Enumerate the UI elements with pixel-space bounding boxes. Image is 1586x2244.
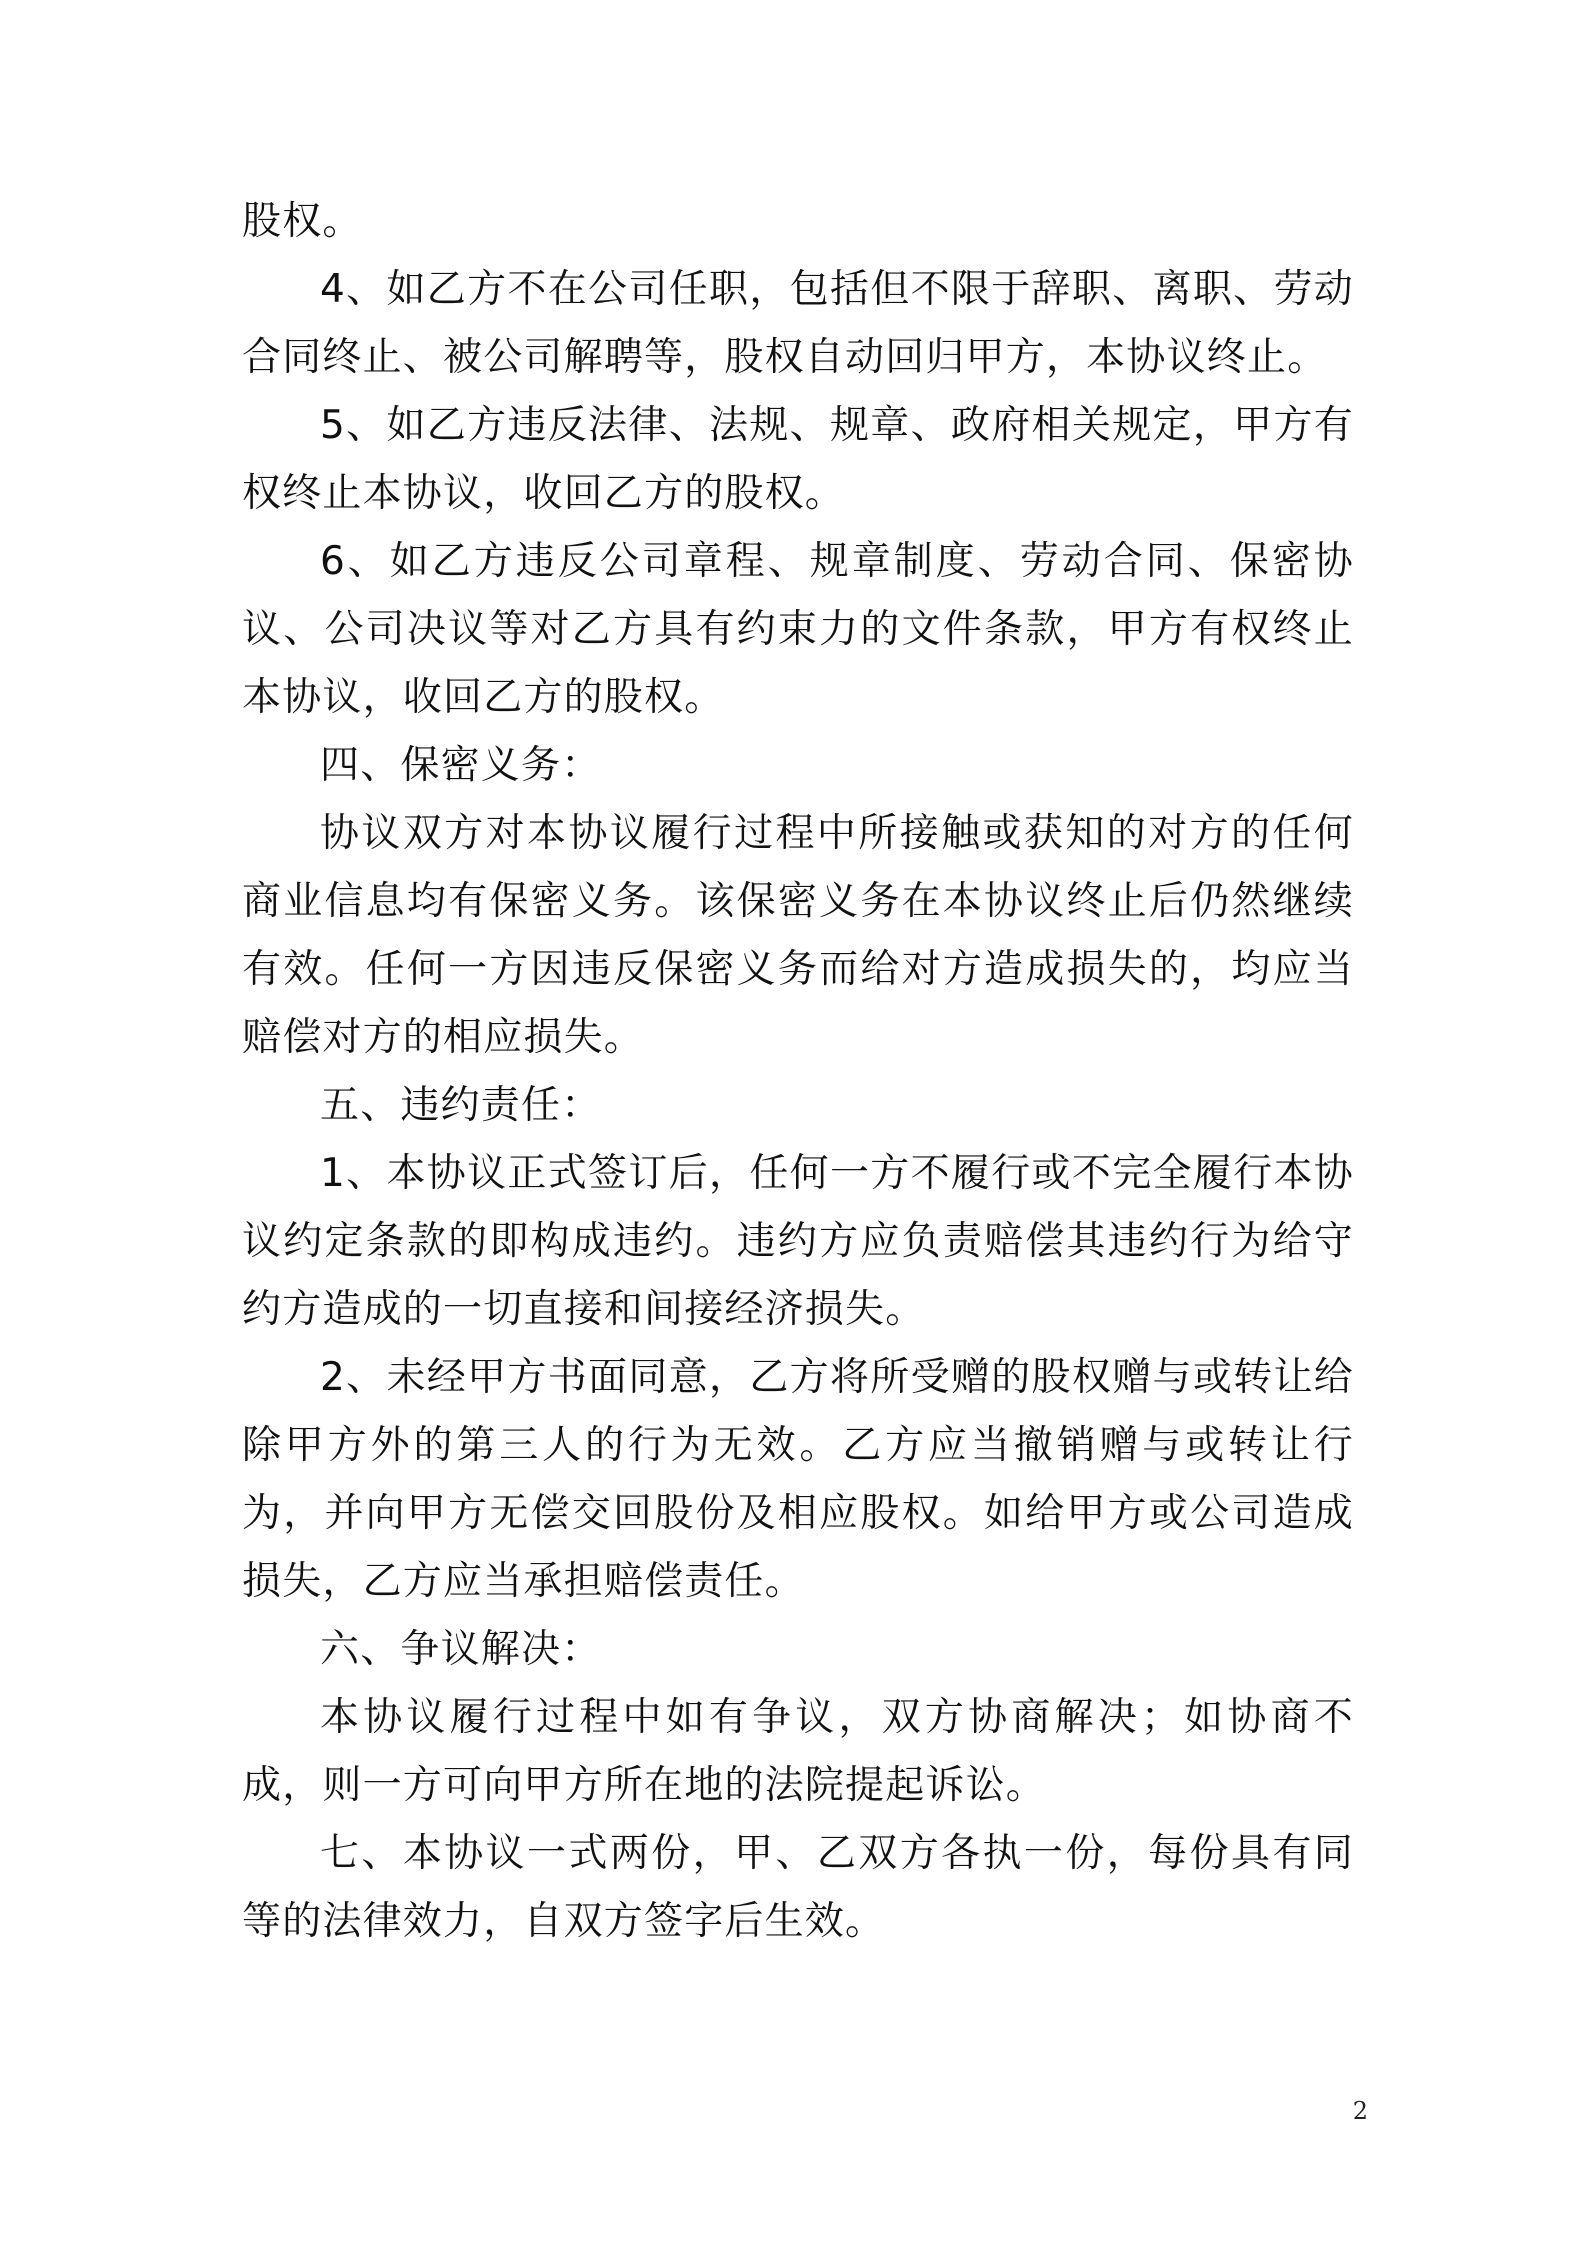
liability-clause-2: 2、未经甲方书面同意，乙方将所受赠的股权赠与或转让给除甲方外的第三人的行为无效。乙方应当撤销赠与或转让行为，并向甲方无偿交回股份及相应股权。如给甲方或公司造成损失，乙方应当承担赔偿责任。 [242, 1355, 1354, 1604]
section-heading-confidentiality: 四、保密义务： [320, 743, 602, 788]
paragraph-continuation: 股权。 [242, 199, 363, 244]
clause-3-4: 4、如乙方不在公司任职，包括但不限于辞职、离职、劳动合同终止、被公司解聘等，股权自动回归甲方，本协议终止。 [242, 267, 1354, 380]
clause-3-5: 5、如乙方违反法律、法规、规章、政府相关规定，甲方有权终止本协议，收回乙方的股权。 [242, 403, 1354, 516]
section-heading-liability: 五、违约责任： [320, 1083, 602, 1128]
section-effectiveness: 七、本协议一式两份，甲、乙双方各执一份，每份具有同等的法律效力，自双方签字后生效。 [242, 1831, 1354, 1944]
confidentiality-paragraph: 协议双方对本协议履行过程中所接触或获知的对方的任何商业信息均有保密义务。该保密义务在本协议终止后仍然继续有效。任何一方因违反保密义务而给对方造成损失的，均应当赔偿对方的相应损失。 [242, 811, 1354, 1060]
document-body [242, 188, 1354, 1956]
liability-clause-1: 1、本协议正式签订后，任何一方不履行或不完全履行本协议约定条款的即构成违约。违约方应负责赔偿其违约行为给守约方造成的一切直接和间接经济损失。 [242, 1151, 1354, 1332]
clause-3-6: 6、如乙方违反公司章程、规章制度、劳动合同、保密协议、公司决议等对乙方具有约束力的文件条款，甲方有权终止本协议，收回乙方的股权。 [242, 539, 1354, 720]
section-heading-dispute: 六、争议解决： [320, 1627, 602, 1672]
page-number: 2 [1352, 2097, 1368, 2125]
dispute-paragraph: 本协议履行过程中如有争议，双方协商解决；如协商不成，则一方可向甲方所在地的法院提起诉讼。 [242, 1695, 1354, 1808]
